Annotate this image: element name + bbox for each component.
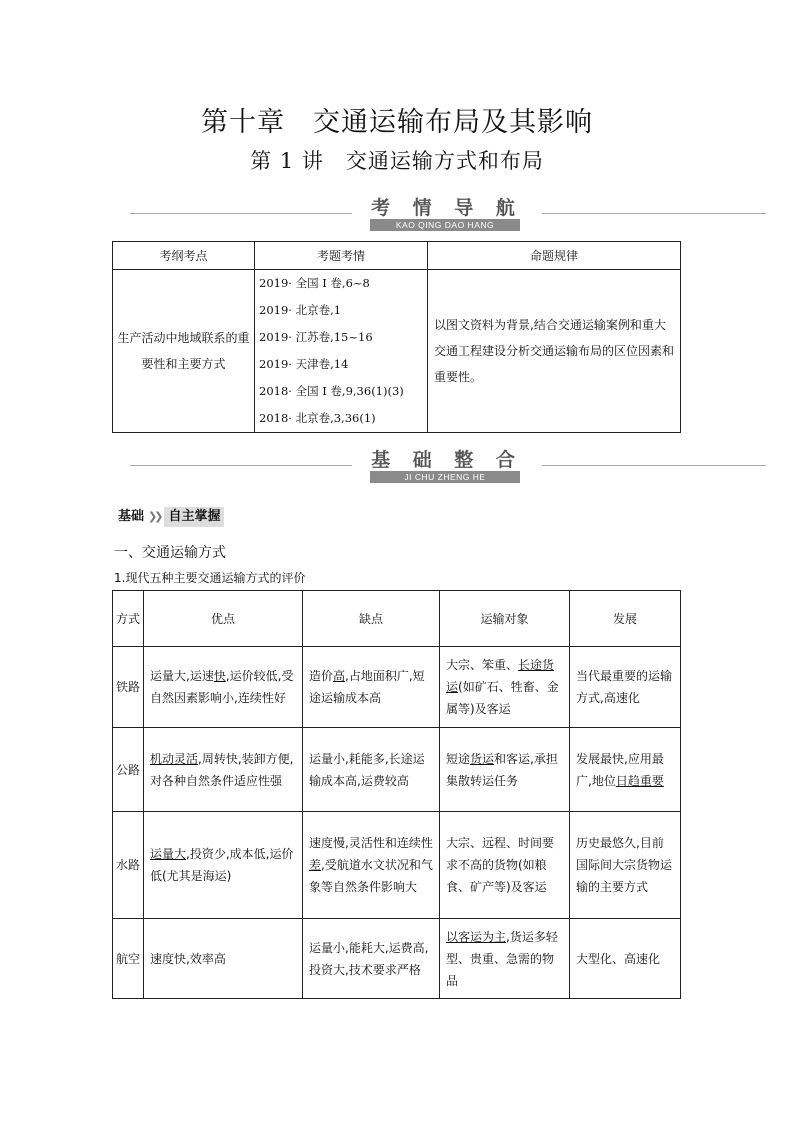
exam-item: 2019· 天津卷,14 bbox=[259, 357, 349, 371]
band-subtitle: KAO QING DAO HANG bbox=[370, 219, 520, 231]
band-rule-left bbox=[130, 465, 352, 466]
header-development: 发展 bbox=[570, 591, 681, 647]
header-cell: 命题规律 bbox=[428, 242, 681, 270]
chapter-title: 第十章 交通运输布局及其影响 bbox=[201, 107, 593, 138]
mode-row-road bbox=[113, 728, 681, 812]
cons-cell: 运量小,能耗大,运费高,投资大,技术要求严格 bbox=[303, 919, 440, 999]
objects-cell: 大宗、远程、时间要求不高的货物(如粮食、矿产等)及客运 bbox=[440, 812, 570, 919]
pros-cell: 机动灵活,周转快,装卸方便,对各种自然条件适应性强 bbox=[144, 728, 303, 812]
exam-item: 2019· 全国 I 卷,6~8 bbox=[259, 276, 370, 290]
mode-name: 铁路 bbox=[113, 647, 144, 728]
exam-item: 2018· 全国 I 卷,9,36(1)(3) bbox=[259, 384, 404, 398]
band-rule-right bbox=[542, 213, 766, 214]
header-cons: 缺点 bbox=[303, 591, 440, 647]
mode-row-railway bbox=[113, 647, 681, 728]
mode-name: 公路 bbox=[113, 728, 144, 812]
cons-cell: 运量小,耗能多,长途运输成本高,运费较高 bbox=[303, 728, 440, 812]
mode-row-waterway bbox=[113, 812, 681, 919]
exam-item: 2019· 北京卷,1 bbox=[259, 303, 342, 317]
pros-cell: 运量大,投资少,成本低,运价低(尤其是海运) bbox=[144, 812, 303, 919]
exam-item: 2019· 江苏卷,15~16 bbox=[259, 330, 373, 344]
band-title: 考 情 导 航 bbox=[371, 197, 523, 219]
exam-item: 2018· 北京卷,3,36(1) bbox=[259, 411, 376, 425]
mode-name: 水路 bbox=[113, 812, 144, 919]
badge-left: 基础 bbox=[118, 509, 145, 524]
objects-cell: 短途货运和客运,承担集散转运任务 bbox=[440, 728, 570, 812]
objects-cell: 大宗、笨重、长途货运(如矿石、牲畜、金属等)及客运 bbox=[440, 647, 570, 728]
section-band-exam-navigation bbox=[130, 193, 766, 233]
exam-table-header bbox=[113, 242, 681, 270]
pros-cell: 运量大,运速快,运价较低,受自然因素影响小,连续性好 bbox=[144, 647, 303, 728]
badge-right: 自主掌握 bbox=[164, 507, 224, 527]
header-objects: 运输对象 bbox=[440, 591, 570, 647]
topic-cell: 生产活动中地域联系的重要性和主要方式 bbox=[113, 270, 255, 433]
mode-row-aviation bbox=[113, 919, 681, 999]
rule-cell: 以图文资料为背景,结合交通运输案例和重大交通工程建设分析交通运输布局的区位因素和重要性。 bbox=[428, 270, 681, 433]
objects-cell: 以客运为主,货运多轻型、贵重、急需的物品 bbox=[440, 919, 570, 999]
header-cell: 考题考情 bbox=[255, 242, 428, 270]
exams-cell bbox=[255, 270, 428, 433]
section-heading: 一、交通运输方式 bbox=[114, 545, 226, 561]
sub-heading: 1.现代五种主要交通运输方式的评价 bbox=[114, 571, 306, 585]
section-band-basics bbox=[130, 445, 766, 485]
band-subtitle: JI CHU ZHENG HE bbox=[370, 471, 520, 483]
development-cell: 大型化、高速化 bbox=[570, 919, 681, 999]
exam-table-row bbox=[113, 270, 681, 433]
header-pros: 优点 bbox=[144, 591, 303, 647]
mode-name: 航空 bbox=[113, 919, 144, 999]
development-cell: 发展最快,应用最广,地位日趋重要 bbox=[570, 728, 681, 812]
header-cell: 考纲考点 bbox=[113, 242, 255, 270]
basics-badge bbox=[114, 507, 224, 527]
development-cell: 当代最重要的运输方式,高速化 bbox=[570, 647, 681, 728]
double-chevron-icon: ❯❯ bbox=[148, 510, 161, 523]
exam-table bbox=[112, 241, 681, 433]
transport-mode-table bbox=[112, 590, 681, 999]
development-cell: 历史最悠久,目前国际间大宗货物运输的主要方式 bbox=[570, 812, 681, 919]
lecture-title: 第 1 讲 交通运输方式和布局 bbox=[250, 149, 544, 173]
band-rule-left bbox=[130, 213, 352, 214]
cons-cell: 速度慢,灵活性和连续性差,受航道水文状况和气象等自然条件影响大 bbox=[303, 812, 440, 919]
band-title: 基 础 整 合 bbox=[371, 449, 523, 471]
band-rule-right bbox=[542, 465, 766, 466]
header-mode: 方式 bbox=[113, 591, 144, 647]
cons-cell: 造价高,占地面积广,短途运输成本高 bbox=[303, 647, 440, 728]
mode-table-header bbox=[113, 591, 681, 647]
pros-cell: 速度快,效率高 bbox=[144, 919, 303, 999]
